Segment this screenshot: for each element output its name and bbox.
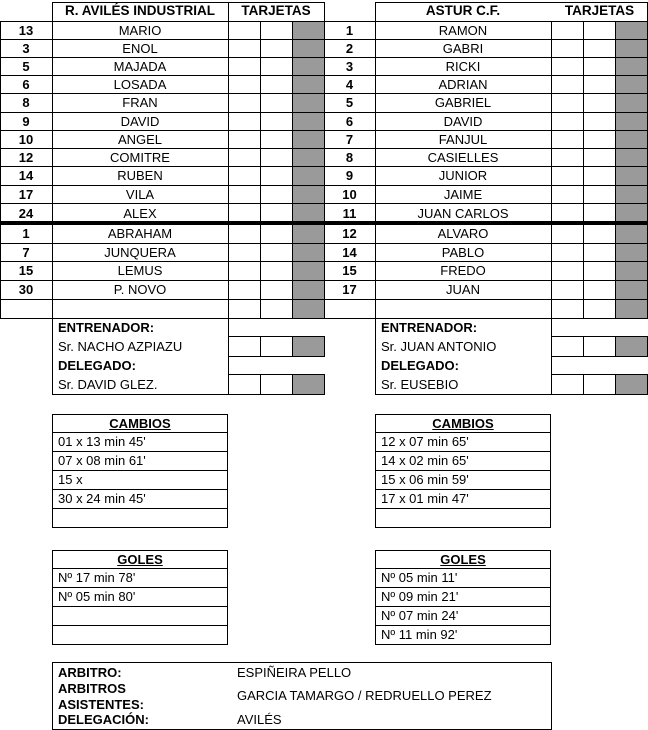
player-name: RUBEN [117,168,163,183]
player-name: MAJADA [113,59,167,74]
goals-box-title: GOLES [440,552,486,567]
rule [375,394,551,395]
rule [324,130,648,131]
rule [324,203,648,204]
rule [324,148,648,149]
player-name: RAMON [438,23,488,38]
goals-box-item: Nº 05 min 80' [58,589,136,604]
rule [583,21,584,318]
rule [324,57,648,58]
player-name: ADRIAN [438,77,488,92]
changes-box-item: 12 x 07 min 65' [381,434,469,449]
rule [292,21,293,318]
rule [0,299,324,300]
delegation-label: DELEGACIÓN: [58,712,149,727]
rule [228,2,229,21]
player-name: PABLO [441,245,485,260]
player-name: JUAN [446,282,480,297]
player-number: 5 [22,59,30,74]
rule [0,243,324,244]
player-number: 6 [22,77,30,92]
rule [0,185,324,186]
rule [0,148,324,149]
rule [615,21,616,318]
player-number: 3 [345,59,354,74]
player-number: 6 [345,114,354,129]
rule [0,21,324,22]
rule [324,299,648,300]
player-name: MARIO [118,23,162,38]
rule [324,75,648,76]
player-number: 17 [18,187,34,202]
goals-box-item: Nº 07 min 24' [381,608,459,623]
player-name: P. NOVO [113,282,167,297]
player-number: 13 [18,23,34,38]
goals-box-item: Nº 17 min 78' [58,570,136,585]
rule [375,318,376,395]
player-name: CASIELLES [427,150,499,165]
rule [228,21,229,318]
rule [375,2,648,3]
rule [324,374,325,395]
player-name: ALEX [123,206,157,221]
player-name: ANGEL [117,132,163,147]
rule [583,374,584,394]
player-number: 3 [22,41,30,56]
assistants-label-2: ASISTENTES: [58,697,144,712]
player-number: 9 [22,114,30,129]
rule [52,2,324,3]
player-number: 12 [18,150,34,165]
player-number: 7 [345,132,354,147]
rule [324,112,648,113]
player-number: 14 [18,168,34,183]
player-name: FANJUL [438,132,488,147]
changes-box-item: 30 x 24 min 45' [58,491,146,506]
changes-box-title: CAMBIOS [109,416,171,431]
rule [324,21,325,318]
red-card-column [293,21,324,318]
rule [0,57,324,58]
player-name: GABRIEL [434,95,492,110]
goals-box-title: GOLES [117,552,163,567]
player-number: 8 [22,95,30,110]
referee-name: ESPIÑEIRA PELLO [237,665,352,680]
goals-box-item: Nº 05 min 11' [381,570,458,585]
player-number: 10 [342,187,357,202]
changes-box-title: CAMBIOS [432,416,494,431]
rule [375,508,551,509]
rule [324,280,648,281]
player-name: COMITRE [110,150,170,165]
team-name: ASTUR C.F. [425,3,501,18]
player-name: VILA [125,187,155,202]
assistants-names: GARCIA TAMARGO / REDRUELLO PEREZ [237,688,492,703]
rule [583,336,584,356]
player-number: 14 [342,245,357,260]
player-number: 11 [342,206,357,221]
rule [228,394,324,395]
red-card-column [616,21,648,318]
player-name: ALVARO [437,226,489,241]
player-number: 2 [345,41,354,56]
delegate-name: Sr. EUSEBIO [381,377,459,392]
rule [0,39,324,40]
rule [0,280,324,281]
player-number: 8 [345,150,354,165]
rule [375,21,376,318]
player-number: 24 [18,206,34,221]
delegate-name: Sr. DAVID GLEZ. [58,377,158,392]
assistants-label: ARBITROS [58,681,126,696]
delegate-label: DELEGADO: [58,358,136,373]
player-number: 17 [342,282,357,297]
player-name: ABRAHAM [107,226,173,241]
rule [52,2,53,21]
starters-subs-divider [0,221,648,225]
rule [228,318,324,319]
rule [551,356,647,357]
rule [551,21,552,318]
player-number: 10 [18,132,34,147]
rule [0,75,324,76]
rule [52,318,53,395]
rule [52,625,228,626]
rule [324,2,325,21]
player-number: 5 [345,95,354,110]
changes-box-item: 15 x [58,472,83,487]
changes-box-item: 07 x 08 min 61' [58,453,146,468]
delegation-name: AVILÉS [237,712,282,727]
player-name: JUAN CARLOS [417,206,509,221]
rule [324,336,325,357]
rule [324,243,648,244]
player-number: 7 [22,245,30,260]
rule [324,166,648,167]
rule [52,508,228,509]
rule [52,21,53,318]
rule [324,93,648,94]
player-name: LEMUS [117,263,163,278]
referee-label: ARBITRO: [58,665,122,680]
rule [0,166,324,167]
player-number: 15 [342,263,357,278]
rule [551,394,647,395]
rule [0,130,324,131]
player-number: 4 [345,77,354,92]
rule [0,21,1,318]
player-name: GABRI [442,41,484,56]
rule [551,318,647,319]
player-name: ENOL [122,41,158,56]
goals-box-item: Nº 09 min 21' [381,589,459,604]
coach-name: Sr. JUAN ANTONIO [381,339,497,354]
changes-box-item: 01 x 13 min 45' [58,434,146,449]
cards-header: TARJETAS [564,3,635,18]
rule [260,336,261,356]
changes-box-item: 14 x 02 min 65' [381,453,469,468]
rule [324,185,648,186]
rule [0,112,324,113]
rule [0,93,324,94]
red-card-box [616,337,647,356]
player-name: DAVID [120,114,160,129]
player-name: JUNIOR [438,168,488,183]
player-number: 1 [345,23,354,38]
coach-label: ENTRENADOR: [58,320,155,335]
player-number: 30 [18,282,34,297]
coach-name: Sr. NACHO AZPIAZU [58,339,183,354]
player-name: LOSADA [113,77,167,92]
rule [375,2,376,21]
player-name: JUNQUERA [104,245,176,260]
rule [260,21,261,318]
rule [260,374,261,394]
goals-box-item: Nº 11 min 92' [381,627,458,642]
cards-header: TARJETAS [241,3,311,18]
player-name: FREDO [440,263,486,278]
player-number: 1 [22,226,30,241]
red-card-box [293,375,324,394]
team-name: R. AVILÉS INDUSTRIAL [64,3,215,18]
red-card-box [293,337,324,356]
player-name: DAVID [443,114,483,129]
player-name: FRAN [122,95,158,110]
rule [324,261,648,262]
rule [324,21,648,22]
player-number: 12 [342,226,357,241]
player-name: RICKI [445,59,481,74]
rule [324,39,648,40]
rule [0,203,324,204]
delegate-label: DELEGADO: [381,358,459,373]
changes-box-item: 17 x 01 min 47' [381,491,469,506]
player-number: 15 [18,263,34,278]
player-name: JAIME [443,187,483,202]
coach-label: ENTRENADOR: [381,320,478,335]
rule [0,261,324,262]
rule [52,394,228,395]
red-card-box [616,375,647,394]
changes-box-item: 15 x 06 min 59' [381,472,469,487]
rule [52,606,228,607]
rule [228,356,324,357]
player-number: 9 [345,168,354,183]
